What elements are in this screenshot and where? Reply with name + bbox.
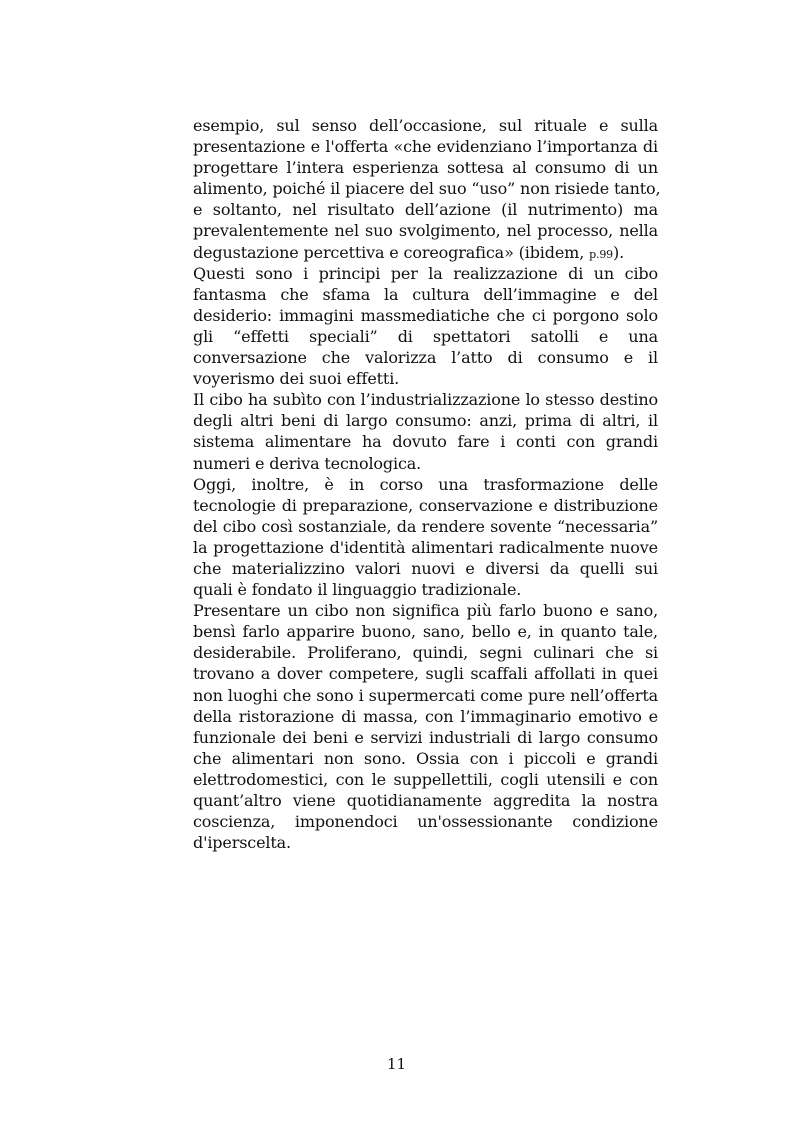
text-line: della ristorazione di massa, con l’immaginario emotivo e — [193, 706, 658, 726]
text-line: elettrodomestici, con le suppellettili, cogli utensili e con — [193, 769, 658, 789]
text-line: Questi sono i principi per la realizzazione di un cibo — [193, 263, 658, 283]
text-line: funzionale dei beni e servizi industriali di largo consumo — [193, 727, 658, 747]
text-line: Presentare un cibo non significa più farlo buono e sano, — [193, 601, 658, 621]
citation-end: ). — [613, 242, 625, 262]
text-line: la progettazione d'identità alimentari radicalmente nuove — [193, 537, 658, 557]
text-line: esempio, sul senso dell’occasione, sul rituale e sulla — [193, 116, 658, 135]
text-line: fantasma che sfama la cultura dell’immagine e del — [193, 284, 658, 304]
text-line: degli altri beni di largo consumo: anzi, prima di altri, il — [193, 411, 658, 431]
text-line: che materializzino valori nuovi e diversi da quelli sui — [193, 558, 658, 578]
text-line: coscienza, imponendoci un'ossessionante condizione — [193, 812, 658, 832]
text-line: gli “effetti speciali” di spettatori satolli e una — [193, 326, 658, 346]
text-line: numeri e deriva tecnologica. — [193, 453, 422, 473]
paragraph-2 — [193, 263, 658, 390]
text-line: che alimentari non sono. Ossia con i piccoli e grandi — [193, 748, 658, 768]
paragraph-4 — [193, 474, 658, 601]
text-line: presentazione e l'offerta «che evidenziano l’importanza di — [193, 137, 658, 157]
text-line: e soltanto, nel risultato dell’azione (il nutrimento) ma — [193, 200, 658, 220]
text-line: Oggi, inoltre, è in corso una trasformazione delle — [193, 474, 658, 494]
text-line: quant’altro viene quotidianamente aggredita la nostra — [193, 791, 658, 810]
text-line-citation — [193, 242, 658, 263]
text-line: conversazione che valorizza l’atto di consumo e il — [193, 348, 658, 368]
text-line: sistema alimentare ha dovuto fare i conti con grandi — [193, 432, 658, 452]
text-line: del cibo così sostanziale, da rendere sovente “necessaria” — [193, 516, 658, 536]
paragraph-5 — [193, 600, 658, 853]
page-number: 11 — [386, 1055, 407, 1073]
paragraph-3 — [193, 389, 658, 473]
text-line: alimento, poiché il piacere del suo “uso” non risiede tanto, — [193, 179, 661, 199]
paragraph-1 — [193, 115, 661, 263]
text-line: d'iperscelta. — [193, 833, 291, 853]
text-line: voyerismo dei suoi effetti. — [193, 369, 400, 389]
text-line: quali è fondato il linguaggio tradizionale. — [193, 580, 522, 600]
citation-text: degustazione percettiva e coreografica» (ibidem, — [193, 242, 590, 262]
text-line: desiderabile. Proliferano, quindi, segni culinari che si — [193, 643, 658, 663]
text-line: trovano a dover competere, sugli scaffali affollati in quei — [193, 664, 658, 684]
citation-page-ref: p.99 — [589, 247, 614, 261]
text-line: progettare l’intera esperienza sottesa al consumo di un — [193, 158, 658, 178]
text-line: desiderio: immagini massmediatiche che ci porgono solo — [193, 305, 658, 325]
text-line: Il cibo ha subìto con l’industrializzazione lo stesso destino — [193, 390, 658, 410]
text-line: non luoghi che sono i supermercati come pure nell’offerta — [193, 685, 658, 705]
body-text — [193, 115, 661, 853]
text-line: prevalentemente nel suo svolgimento, nel processo, nella — [193, 221, 658, 241]
text-line: tecnologie di preparazione, conservazione e distribuzione — [193, 495, 658, 515]
text-line: bensì farlo apparire buono, sano, bello e, in quanto tale, — [193, 622, 658, 642]
